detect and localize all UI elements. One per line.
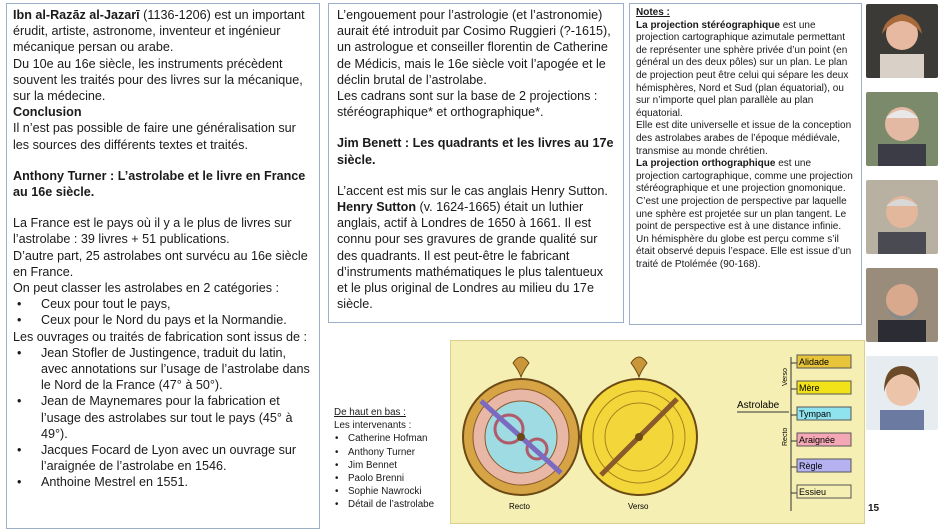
sources-list [13, 345, 313, 491]
ortho-heading: La projection orthographique [636, 158, 776, 170]
astrology-paragraph: L’engouement pour l’astrologie (et l’astronomie) aurait été introduit par Cosimo Ruggieri (?-1615), un astrologue et conseiller florentin de Catherine de Médicis, mais le 16e siècle voit l’apogée et le déclin brutal de l’astrolabe. [337, 8, 611, 87]
stereo-note [636, 20, 855, 121]
list-item: • Jean Stofler de Justingence, traduit du latin, avec annotations sur l’usage de l’astrolabe dans le Nord de la France (47° à 50°). [13, 345, 313, 394]
speakers-list [334, 432, 454, 511]
astrolabe-label: Astrolabe [737, 400, 780, 411]
left-text-column [6, 3, 320, 529]
conclusion-heading: Conclusion [13, 105, 82, 120]
list-item: • Ceux pour le Nord du pays et la Normandie. [13, 312, 313, 328]
ortho-note [636, 158, 855, 271]
categories-list [13, 296, 313, 328]
credits-subheading: Les intervenants : [334, 420, 412, 432]
recto-caption: Recto [509, 502, 530, 511]
list-item: • Catherine Hofman [334, 432, 454, 445]
survived-paragraph: D’autre part, 25 astrolabes ont survécu au 16e siècle en France. [13, 248, 308, 279]
sutton-intro: L’accent est mis sur le cas anglais Henry Sutton. [337, 183, 608, 198]
list-item: • Paolo Brenni [334, 472, 454, 485]
list-item: • Ceux pour tout le pays, [13, 296, 313, 312]
list-item: • Anthony Turner [334, 446, 454, 459]
list-item: • Jim Bennet [334, 459, 454, 472]
list-item: • Anthoine Mestrel en 1551. [13, 474, 313, 490]
verso-caption: Verso [628, 502, 649, 511]
stereo-note-2: Elle est dite universelle et issue de la conception des astrolabes arabes de l’époque médiévale, transmise au monde chrétien. [636, 120, 852, 157]
part-label: Araignée [799, 435, 836, 445]
stereo-heading: La projection stéréographique [636, 19, 780, 31]
part-label: Tympan [799, 409, 832, 419]
al-jazari-name: Ibn al-Razāz al-Jazarī [13, 8, 140, 22]
france-paragraph: La France est le pays où il y a le plus de livres sur l’astrolabe : 39 livres + 51 publications. [13, 216, 292, 247]
part-label: Règle [799, 461, 823, 471]
recto-side-label: Recto [782, 427, 789, 446]
parts-list [791, 355, 851, 498]
instruments-paragraph: Du 10e au 16e siècle, les instruments précèdent souvent les traités pour des livres sur la mécanique, sur la médecine. [13, 56, 303, 104]
astrolabe-diagram [450, 340, 865, 524]
conclusion-text: Il n’est pas possible de faire une généralisation sur les sources des différents textes et traités. [13, 121, 296, 152]
photo-catherine-hofman [866, 4, 938, 78]
photo-paolo-brenni [866, 268, 938, 342]
middle-text-column [328, 3, 624, 323]
recto-astrolabe-image [463, 357, 579, 495]
stereo-text: est une projection cartographique azimutale permettant de représenter une sphère privée d’un point (en général un des deux pôles) sur un plan. Le plan de projection peut être celui qui sépare les deux hémisphères, Nord et Sud (plan équatorial), ou sur n’importe quel plan parallèle au plan équatorial. [636, 19, 849, 119]
list-item: • Sophie Nawrocki [334, 485, 454, 498]
part-label: Mère [799, 383, 820, 393]
intro-text: (1136-1206) est un important érudit, artiste, astronome, inventeur et ingénieur mécanique persan ou arabe. [13, 8, 305, 55]
list-item: • Jacques Focard de Lyon avec un ouvrage sur l’araignée de l’astrolabe en 1546. [13, 442, 313, 474]
ortho-text: est une projection cartographique, comme une projection stéréographique et une projection gnomonique. C’est une projection de perspective par laquelle une sphère est projetée sur un plan tangent. Le point de perspective est à une distance infinie. Un hémisphère du globe est perçu comme s’il était observé depuis l’espace. Elle est issue d’un traité de Ptolémée (90-168). [636, 158, 853, 270]
classify-paragraph: On peut classer les astrolabes en 2 catégories : [13, 281, 280, 296]
notes-box [629, 3, 862, 325]
speakers-credits [334, 406, 454, 512]
list-item: • Détail de l’astrolabe [334, 498, 454, 511]
verso-astrolabe-image [581, 357, 697, 495]
turner-heading: Anthony Turner : L’astrolabe et le livre en France au 16e siècle. [13, 168, 306, 200]
verso-side-label: Verso [782, 368, 789, 386]
photo-jim-bennet [866, 180, 938, 254]
bennett-heading: Jim Benett : Les quadrants et les livres au 17e siècle. [337, 136, 614, 167]
credits-heading: De haut en bas : [334, 407, 406, 418]
notes-heading: Notes : [636, 7, 670, 18]
astrolabe-illustration [451, 341, 864, 523]
speaker-photos [866, 4, 940, 444]
intro-paragraph [13, 7, 313, 56]
sutton-paragraph [337, 199, 615, 312]
list-item: • Jean de Maynemares pour la fabrication et l’usage des astrolabes sur tout le pays (45° à 49°). [13, 393, 313, 442]
projections-paragraph: Les cadrans sont sur la base de 2 projections : stéréographique* et orthographique*. [337, 89, 598, 120]
works-paragraph: Les ouvrages ou traités de fabrication sont issus de : [13, 329, 308, 344]
sutton-text: (v. 1624-1665) était un luthier anglais, actif à Londres de 1650 à 1661. Il est connu pour ses gravures de grande qualité sur des quadrants. Il est peut-être le fabricant d’instruments mathématiques le plus talentueux et le plus original de Londres au milieu du 17e siècle. [337, 200, 604, 312]
photo-anthony-turner [866, 92, 938, 166]
photo-sophie-nawrocki [866, 356, 938, 430]
page-number: 15 [868, 503, 880, 514]
part-label: Essieu [799, 487, 827, 497]
part-label: Alidade [799, 357, 830, 367]
sutton-name: Henry Sutton [337, 200, 417, 215]
